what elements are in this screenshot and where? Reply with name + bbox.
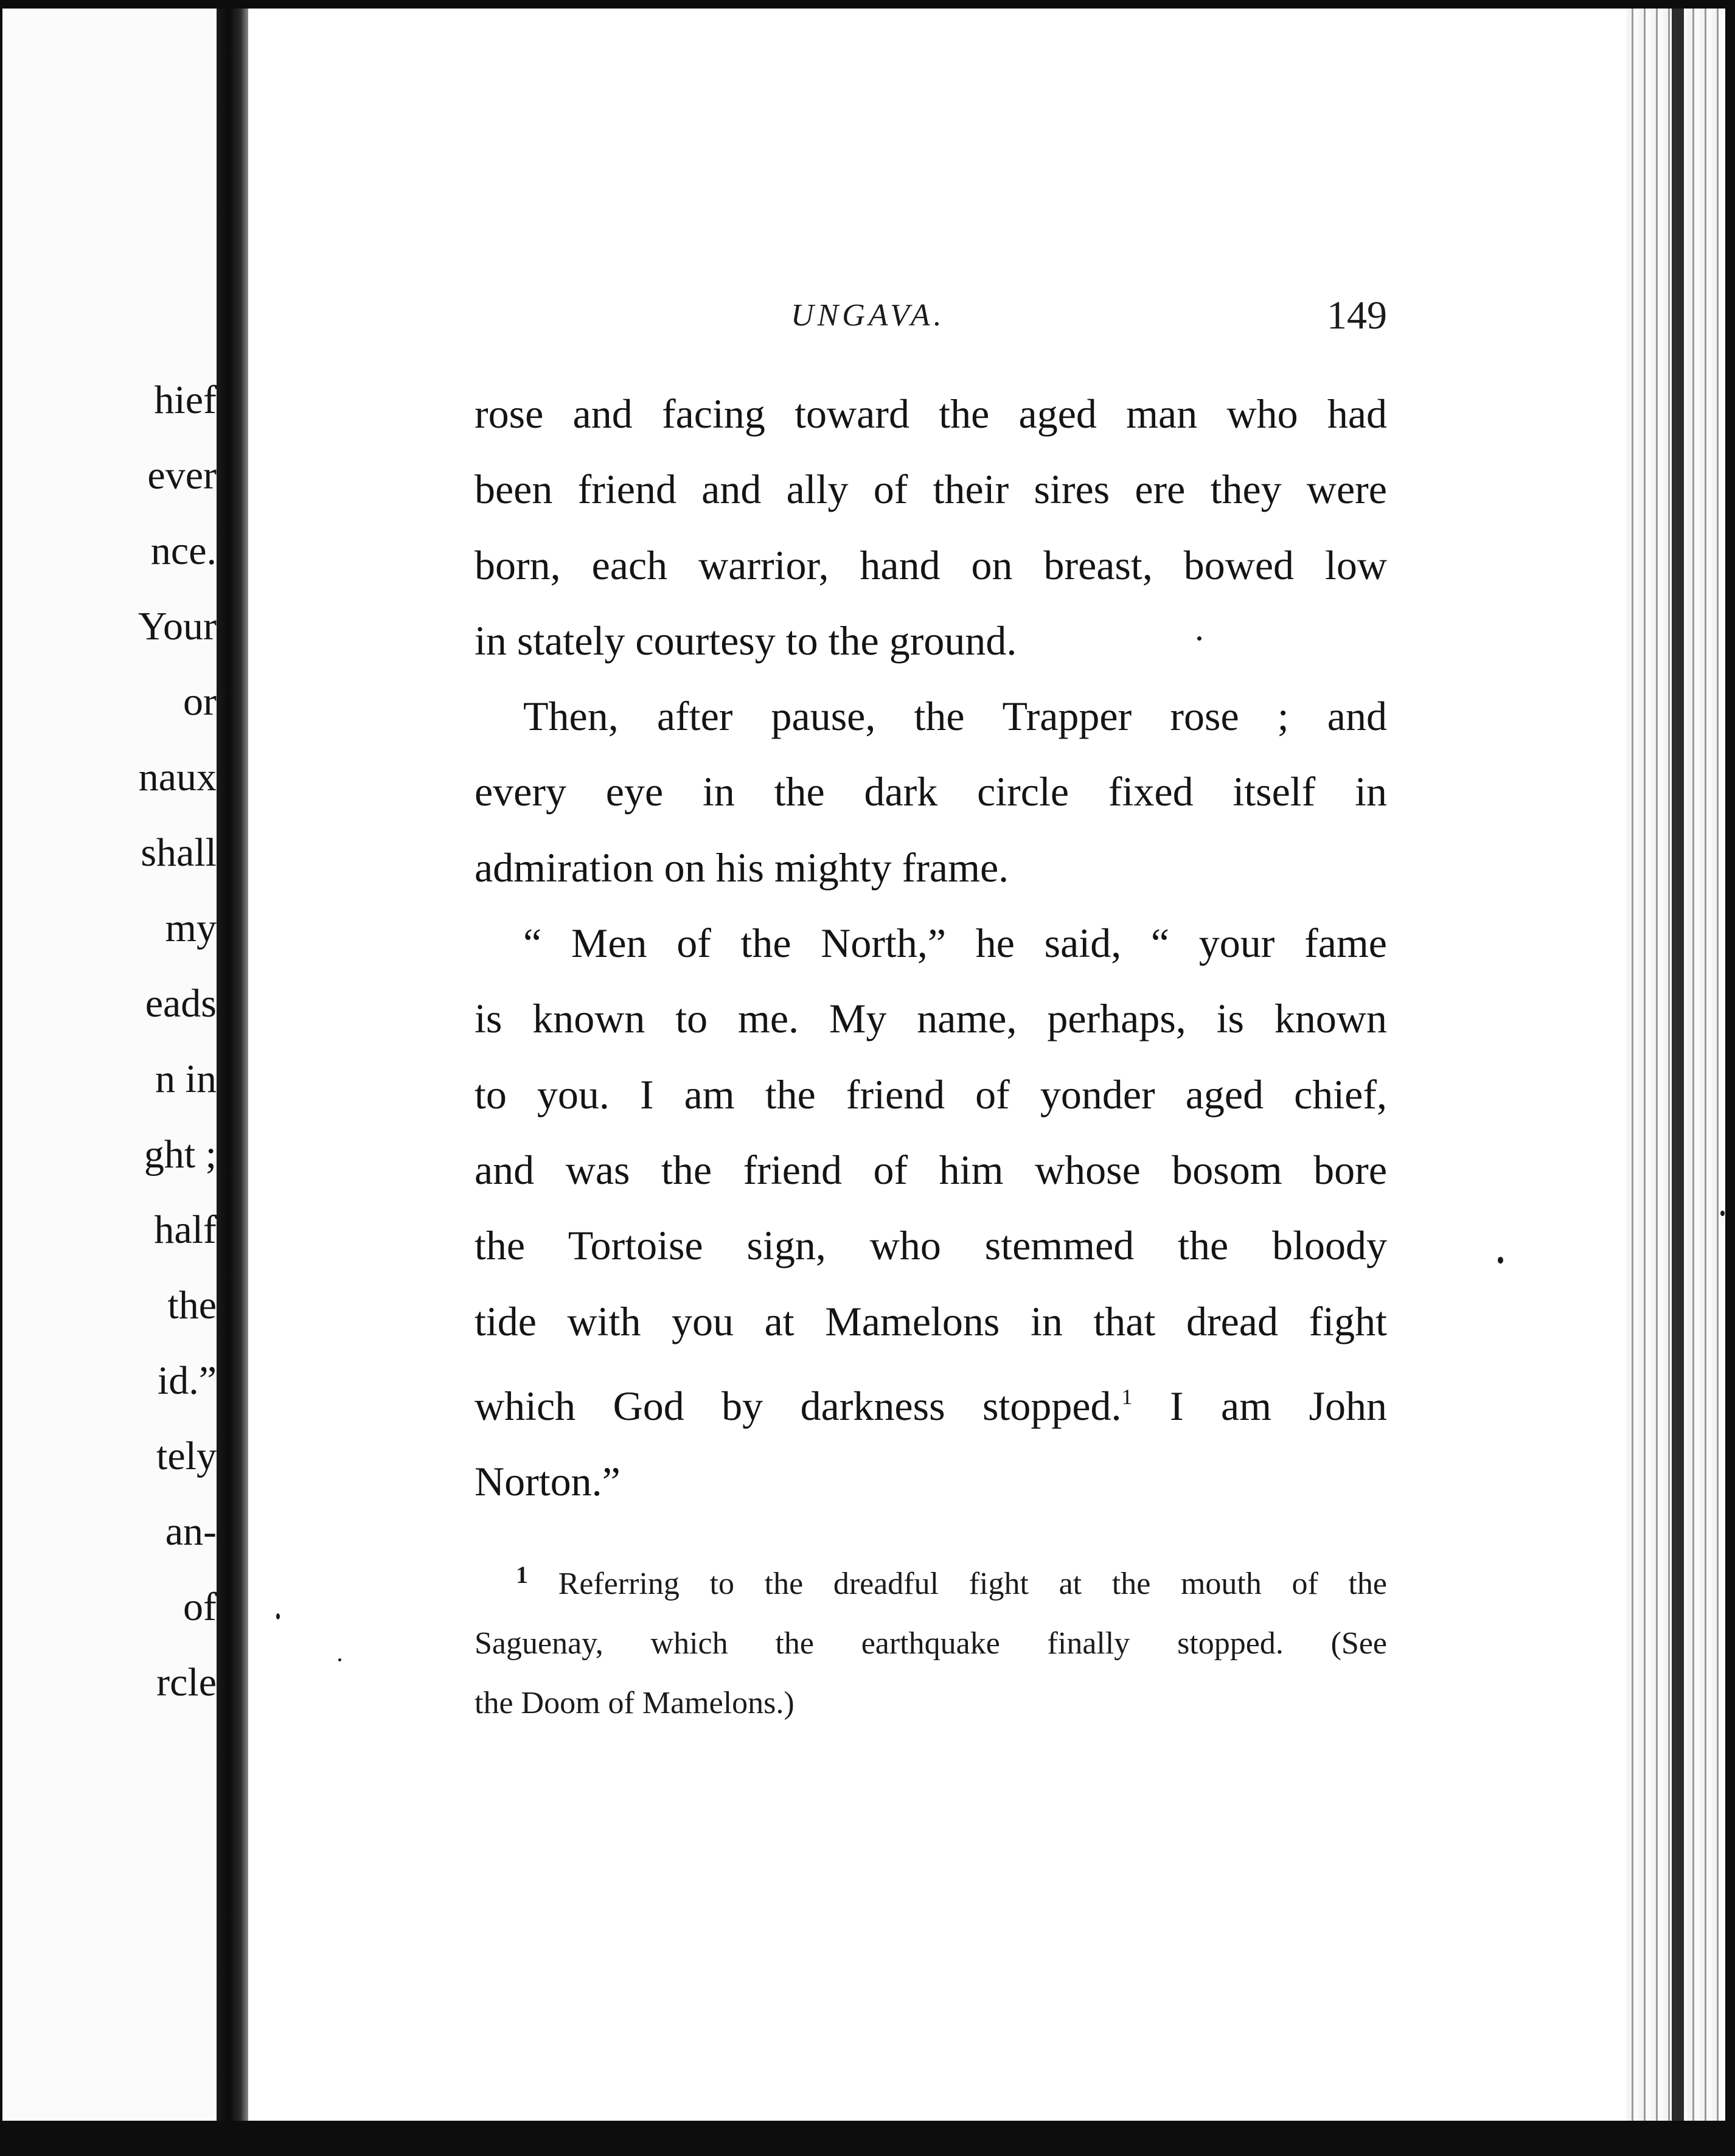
left-line: hief	[154, 378, 217, 422]
left-line: an-	[165, 1509, 217, 1554]
left-line: nce.	[150, 529, 217, 573]
paragraph	[475, 678, 1387, 905]
left-line: n in	[155, 1057, 217, 1101]
scan-speck	[1720, 1211, 1725, 1216]
text-line: rose and facing toward the aged man who had	[475, 391, 1387, 437]
left-line: rcle	[156, 1660, 217, 1705]
footnote	[475, 1545, 1387, 1733]
text-line: been friend and ally of their sires ere they were	[475, 466, 1387, 513]
left-line: tely	[156, 1434, 217, 1478]
left-line: of	[183, 1585, 217, 1629]
text-line: the Tortoise sign, who stemmed the bloody	[475, 1222, 1387, 1269]
text-segment: I am John	[1132, 1382, 1388, 1429]
scan-border-top	[0, 0, 1735, 9]
left-line: eads	[145, 981, 217, 1026]
text-line: “ Men of the North,” he said, “ your fame	[523, 920, 1387, 967]
scan-border-right	[1725, 0, 1735, 2156]
text-line: tide with you at Mamelons in that dread fight	[475, 1298, 1387, 1344]
body-text	[475, 376, 1387, 1519]
scan-speck	[1498, 1257, 1503, 1264]
running-head: UNGAVA.	[791, 298, 945, 333]
left-line: the	[167, 1283, 217, 1327]
book-gutter	[217, 9, 248, 2121]
page-number: 149	[1327, 293, 1387, 338]
left-line: shall	[141, 830, 217, 875]
paragraph	[475, 905, 1387, 1519]
text-line-with-ref	[475, 1359, 1387, 1444]
left-line: ever	[147, 453, 217, 498]
text-line: is known to me. My name, perhaps, is known	[475, 995, 1387, 1042]
left-line: naux	[138, 755, 217, 799]
footnote-mark: 1	[516, 1561, 528, 1588]
footnote-line	[475, 1545, 1387, 1614]
footnote-line: Saguenay, which the earthquake finally stopped. (See	[475, 1626, 1387, 1661]
scan-border-bottom	[0, 2121, 1735, 2156]
left-line: half	[154, 1208, 217, 1252]
left-line: id.”	[157, 1358, 217, 1403]
scan-speck	[338, 1658, 341, 1661]
left-page-fragment	[2, 9, 217, 2121]
left-line: ght ;	[144, 1132, 217, 1177]
text-line: admiration on his mighty frame.	[475, 844, 1009, 891]
left-line: my	[165, 906, 217, 950]
text-line: and was the friend of him whose bosom bore	[475, 1146, 1387, 1193]
scan-speck	[276, 1613, 280, 1619]
footnote-text: Referring to the dreadful fight at the mouth of the	[558, 1567, 1387, 1601]
footnote-ref: 1	[1121, 1384, 1133, 1409]
left-line: Your	[137, 604, 217, 649]
paragraph	[475, 376, 1387, 678]
text-line: in stately courtesy to the ground.	[475, 617, 1017, 664]
text-line: Norton.”	[475, 1458, 621, 1505]
text-line: Then, after pause, the Trapper rose ; and	[523, 693, 1387, 740]
text-line: to you. I am the friend of yonder aged chief,	[475, 1071, 1387, 1118]
text-line: born, each warrior, hand on breast, bowed low	[475, 541, 1387, 588]
text-segment: which God by darkness stopped.	[475, 1382, 1122, 1429]
page-edge-shadow	[1672, 9, 1684, 2121]
text-line: every eye in the dark circle fixed itself in	[475, 768, 1387, 815]
left-line: or	[183, 680, 217, 724]
footnote-line: the Doom of Mamelons.)	[475, 1686, 794, 1720]
scan-speck	[1197, 636, 1201, 641]
